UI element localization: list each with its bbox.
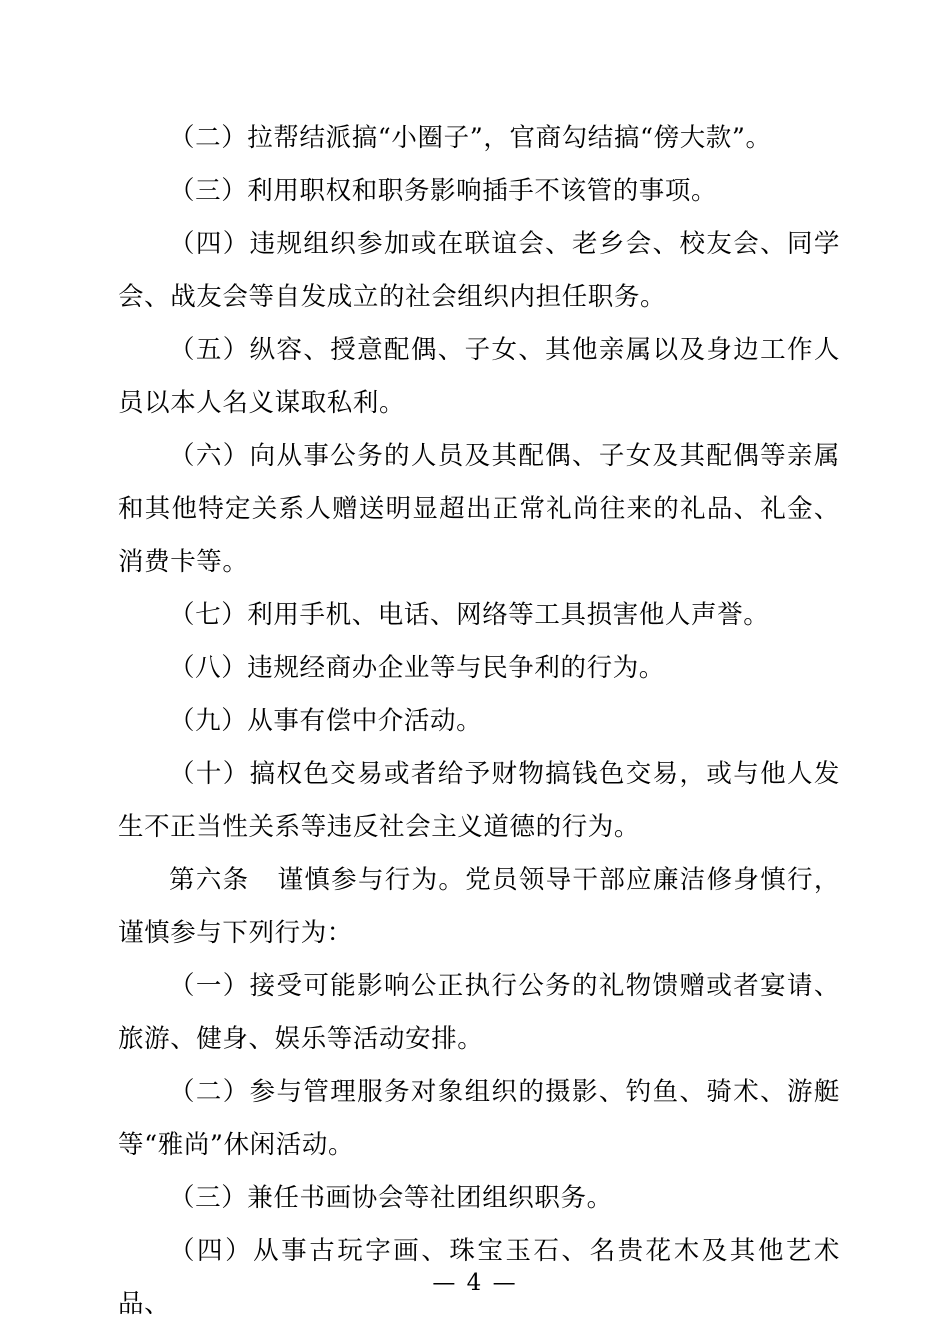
document-body: [118, 112, 840, 1331]
article-heading: [118, 854, 840, 960]
list-item: （三）利用职权和职务影响插手不该管的事项。: [169, 176, 718, 206]
list-item: （二）参与管理服务对象组织的摄影、钓鱼、骑术、游艇等“雅尚”休闲活动。: [118, 1077, 840, 1160]
page-number: — 4 —: [432, 1270, 518, 1296]
list-item: （八）违规经商办企业等与民争利的行为。: [169, 653, 665, 683]
list-item: （七）利用手机、电话、网络等工具损害他人声誉。: [169, 600, 770, 630]
article-label: 第六条: [169, 865, 250, 895]
list-item: （九）从事有偿中介活动。: [169, 706, 483, 736]
list-item: （一）接受可能影响公正执行公务的礼物馈赠或者宴请、旅游、健身、娱乐等活动安排。: [118, 971, 840, 1054]
list-item: （三）兼任书画协会等社团组织职务。: [169, 1183, 613, 1213]
list-item: （十）搞权色交易或者给予财物搞钱色交易，或与他人发生不正当性关系等违反社会主义道德的行为。: [118, 759, 840, 842]
list-item: （六）向从事公务的人员及其配偶、子女及其配偶等亲属和其他特定关系人赠送明显超出正常礼尚往来的礼品、礼金、消费卡等。: [118, 441, 840, 577]
list-item: （五）纵容、授意配偶、子女、其他亲属以及身边工作人员以本人名义谋取私利。: [118, 335, 840, 418]
list-item: （二）拉帮结派搞“小圈子”，官商勾结搞“傍大款”。: [169, 123, 772, 153]
article-text: 谨慎参与行为。党员领导干部应廉洁修身慎行，谨慎参与下列行为：: [118, 865, 840, 948]
list-item: （四）从事古玩字画、珠宝玉石、名贵花木及其他艺术品、: [118, 1236, 840, 1319]
list-item: （四）违规组织参加或在联谊会、老乡会、校友会、同学会、战友会等自发成立的社会组织内担任职务。: [118, 229, 840, 312]
page-footer: [0, 1270, 950, 1296]
